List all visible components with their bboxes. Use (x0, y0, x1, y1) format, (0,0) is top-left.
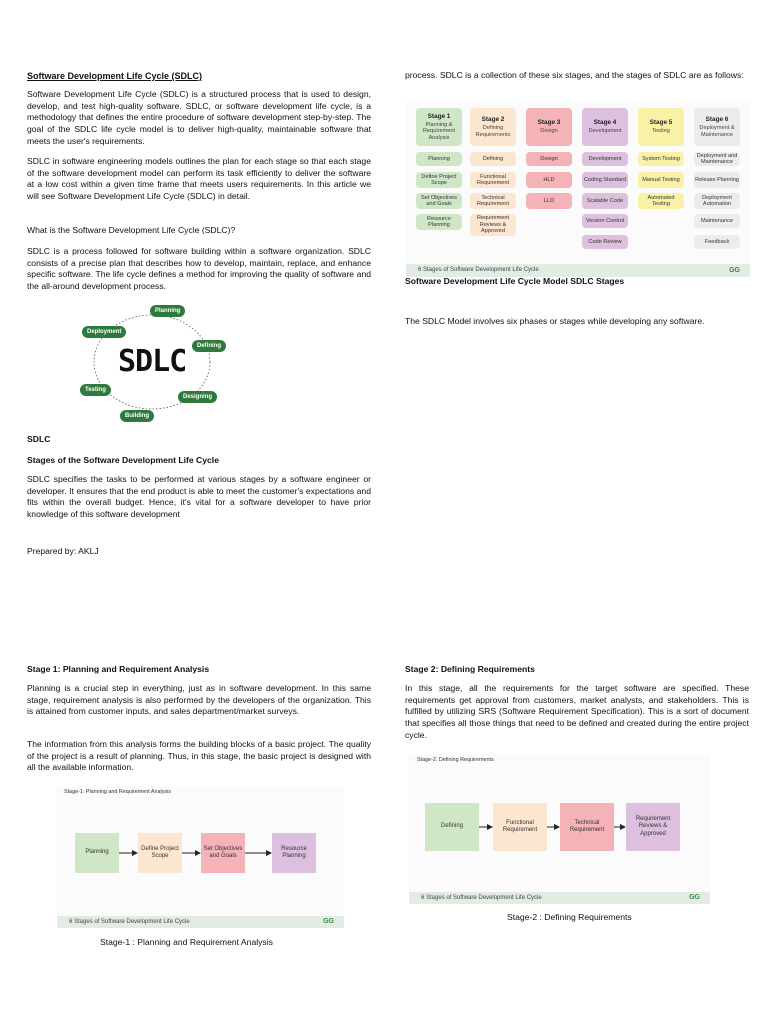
cycle-label-testing: Testing (80, 384, 111, 396)
grid-cell-functional-requirement: Functional Requirement (470, 172, 516, 188)
grid-footer-text: 6 Stages of Software Development Life Cycle (418, 267, 539, 274)
grid-cell-maintenance: Maintenance (694, 214, 740, 228)
stage1-diagram (57, 786, 344, 928)
stage2-box-reviews: Requirement Reviews & Approved (626, 803, 680, 851)
grid-cell-system-testing: System Testing (638, 152, 684, 166)
grid-cell-design: Design (526, 152, 572, 166)
question-line: What is the Software Development Life Cycle (SDLC)? (27, 225, 236, 235)
stage3-name: Stage 3 (537, 119, 561, 127)
stage5-desc: Testing (652, 128, 670, 135)
grid-header-stage1 (416, 108, 462, 146)
stages-model-note: The SDLC Model involves six phases or stages while developing any software. (405, 316, 705, 326)
prepared-by: Prepared by: AKLJ (27, 546, 99, 556)
intro-paragraph: Software Development Life Cycle (SDLC) is a structured process that is used to design, develop, and test high-quality software. SDLC, or software development life cycle, is a methodology that defines the entire procedure of software development step-by-step. The goal of the SDLC life cycle model is to deliver high-quality, maintainable software that meets the user's requirements. (27, 89, 371, 146)
stage4-name: Stage 4 (593, 119, 617, 127)
gfg-logo-icon: GG (729, 266, 740, 274)
stage2-paragraph: In this stage, all the requirements for the target software are specified. These requirements get approval from customers, market analysts, and stakeholders. This is fulfilled by utilizing SRS (Software Requirement Specification). This is a sort of document that specifies all those things that need to be defined and created during the entire project cycle. (405, 683, 749, 740)
stage4-desc: Development (588, 128, 622, 135)
stages-intro-paragraph: process. SDLC is a collection of these six stages, and the stages of SDLC are as follows: (405, 70, 744, 80)
sdlc-stages-grid (406, 100, 750, 277)
grid-cell-release-planning: Release Planning (694, 172, 740, 188)
stages-heading: Stages of the Software Development Life Cycle (27, 455, 219, 465)
grid-cell-manual-testing: Manual Testing (638, 172, 684, 188)
stage2-footer-bar (409, 892, 710, 904)
stage2-gfg-logo-icon: GG (689, 894, 700, 902)
grid-header-stage2 (470, 108, 516, 146)
cycle-label-planning: Planning (150, 305, 185, 317)
stage2-footer-text: 6 Stages of Software Development Life Cycle (421, 894, 542, 901)
stage1-heading: Stage 1: Planning and Requirement Analysis (27, 664, 210, 674)
grid-cell-development: Development (582, 152, 628, 166)
sdlc-models-paragraph: SDLC in software engineering models outlines the plan for each stage so that each stage of the software development model can perform its task efficiently to deliver the software at a low cost within a given time frame that meets users requirements. In this article we will see Software Development Life Cycle (SDLC) in detail. (27, 156, 371, 202)
grid-cell-deployment-automation: Deployment Automation (694, 193, 740, 209)
grid-cell-version-control: Version Control (582, 214, 628, 228)
stage1-footer-text: 6 Stages of Software Development Life Cycle (69, 918, 190, 925)
stage1-diagram-label: Stage-1: Planning and Requirement Analysis (64, 789, 171, 795)
stage1-box-planning: Planning (75, 833, 119, 873)
grid-header-stage4 (582, 108, 628, 146)
stage1-box-resource: Resource Planning (272, 833, 316, 873)
grid-cell-requirement-reviews: Requirement Reviews & Approved (470, 214, 516, 236)
cycle-center-label: SDLC (118, 344, 187, 379)
stage2-box-defining: Defining (425, 803, 479, 851)
stage2-diagram (409, 754, 710, 904)
stage2-arrows (409, 754, 710, 904)
stage3-desc: Design (540, 128, 558, 135)
stage2-box-technical: Technical Requirement (560, 803, 614, 851)
stage1-paragraph-2: The information from this analysis forms the building blocks of a basic project. The quality of the project is a result of planning. Thus, in this stage, the basic project is designed with all the available information. (27, 739, 371, 773)
stage2-heading: Stage 2: Defining Requirements (405, 664, 535, 674)
stage2-box-functional: Functional Requirement (493, 803, 547, 851)
grid-cell-feedback: Feedback (694, 235, 740, 249)
sdlc-process-paragraph: SDLC is a process followed for software building within a software organization. SDLC consists of a precise plan that describes how to develop, maintain, replace, and enhance specific software. The life cycle defines a method for improving the quality of software and the all-around development process. (27, 246, 371, 292)
stage1-gfg-logo-icon: GG (323, 918, 334, 926)
stage2-desc: Defining Requirements (475, 125, 511, 138)
stages-paragraph: SDLC specifies the tasks to be performed at various stages by a software engineer or developer. It ensures that the end product is able to meet the customer's expectations and fits within the overall budget. Hence, it's vital for a software developer to have prior knowledge of this software development (27, 474, 371, 520)
grid-cell-define-project-scope: Define Project Scope (416, 172, 462, 188)
stages-model-heading: Software Development Life Cycle Model SDLC Stages (405, 276, 625, 286)
grid-cell-deployment-maintenance: Deployment and Maintenance (694, 152, 740, 166)
cycle-label-building: Building (120, 410, 154, 422)
grid-header-stage3 (526, 108, 572, 146)
stage1-name: Stage 1 (427, 112, 451, 120)
document-title: Software Development Life Cycle (SDLC) (27, 71, 203, 81)
grid-cell-resource-planning: Resource Planning (416, 214, 462, 230)
stage1-arrows (57, 786, 344, 928)
stage6-desc: Deployment & Maintenance (699, 125, 735, 138)
sdlc-cycle-diagram (60, 302, 240, 424)
cycle-label-defining: Defining (192, 340, 226, 352)
grid-cell-automated-testing: Automated Testing (638, 193, 684, 209)
figure-caption-sdlc: SDLC (27, 434, 51, 444)
cycle-label-deployment: Deployment (82, 326, 126, 338)
stage1-desc: Planning & Requirement Analysis (422, 122, 456, 141)
stage1-paragraph-1: Planning is a crucial step in everything, just as in software development. In this same stage, requirement analysis is also performed by the developers of the organization. This is attained from customer inputs, and sales department/market surveys. (27, 683, 371, 717)
grid-cell-planning: Planning (416, 152, 462, 166)
stage5-name: Stage 5 (649, 119, 673, 127)
stage2-name: Stage 2 (481, 115, 505, 123)
grid-cell-hld: HLD (526, 172, 572, 188)
stage1-box-objectives: Set Objectives and Goals (201, 833, 245, 873)
grid-cell-lld: LLD (526, 193, 572, 209)
cycle-label-designing: Designing (178, 391, 217, 403)
grid-cell-technical-requirement: Technical Requirement (470, 193, 516, 209)
grid-cell-coding-standard: Coding Standard (582, 172, 628, 188)
grid-header-stage5 (638, 108, 684, 146)
stage1-box-define-scope: Define Project Scope (138, 833, 182, 873)
stage2-diagram-label: Stage-2: Defining Requirements (417, 757, 494, 763)
grid-header-stage6 (694, 108, 740, 146)
stage1-caption: Stage-1 : Planning and Requirement Analysis (100, 937, 273, 947)
stage6-name: Stage 6 (705, 115, 729, 123)
grid-cell-defining: Defining (470, 152, 516, 166)
grid-cell-scalable-code: Scalable Code (582, 193, 628, 209)
stage1-footer-bar (57, 916, 344, 928)
stage2-caption: Stage-2 : Defining Requirements (507, 912, 632, 922)
grid-cell-set-objectives: Set Objectives and Goals (416, 193, 462, 209)
grid-cell-code-review: Code Review (582, 235, 628, 249)
